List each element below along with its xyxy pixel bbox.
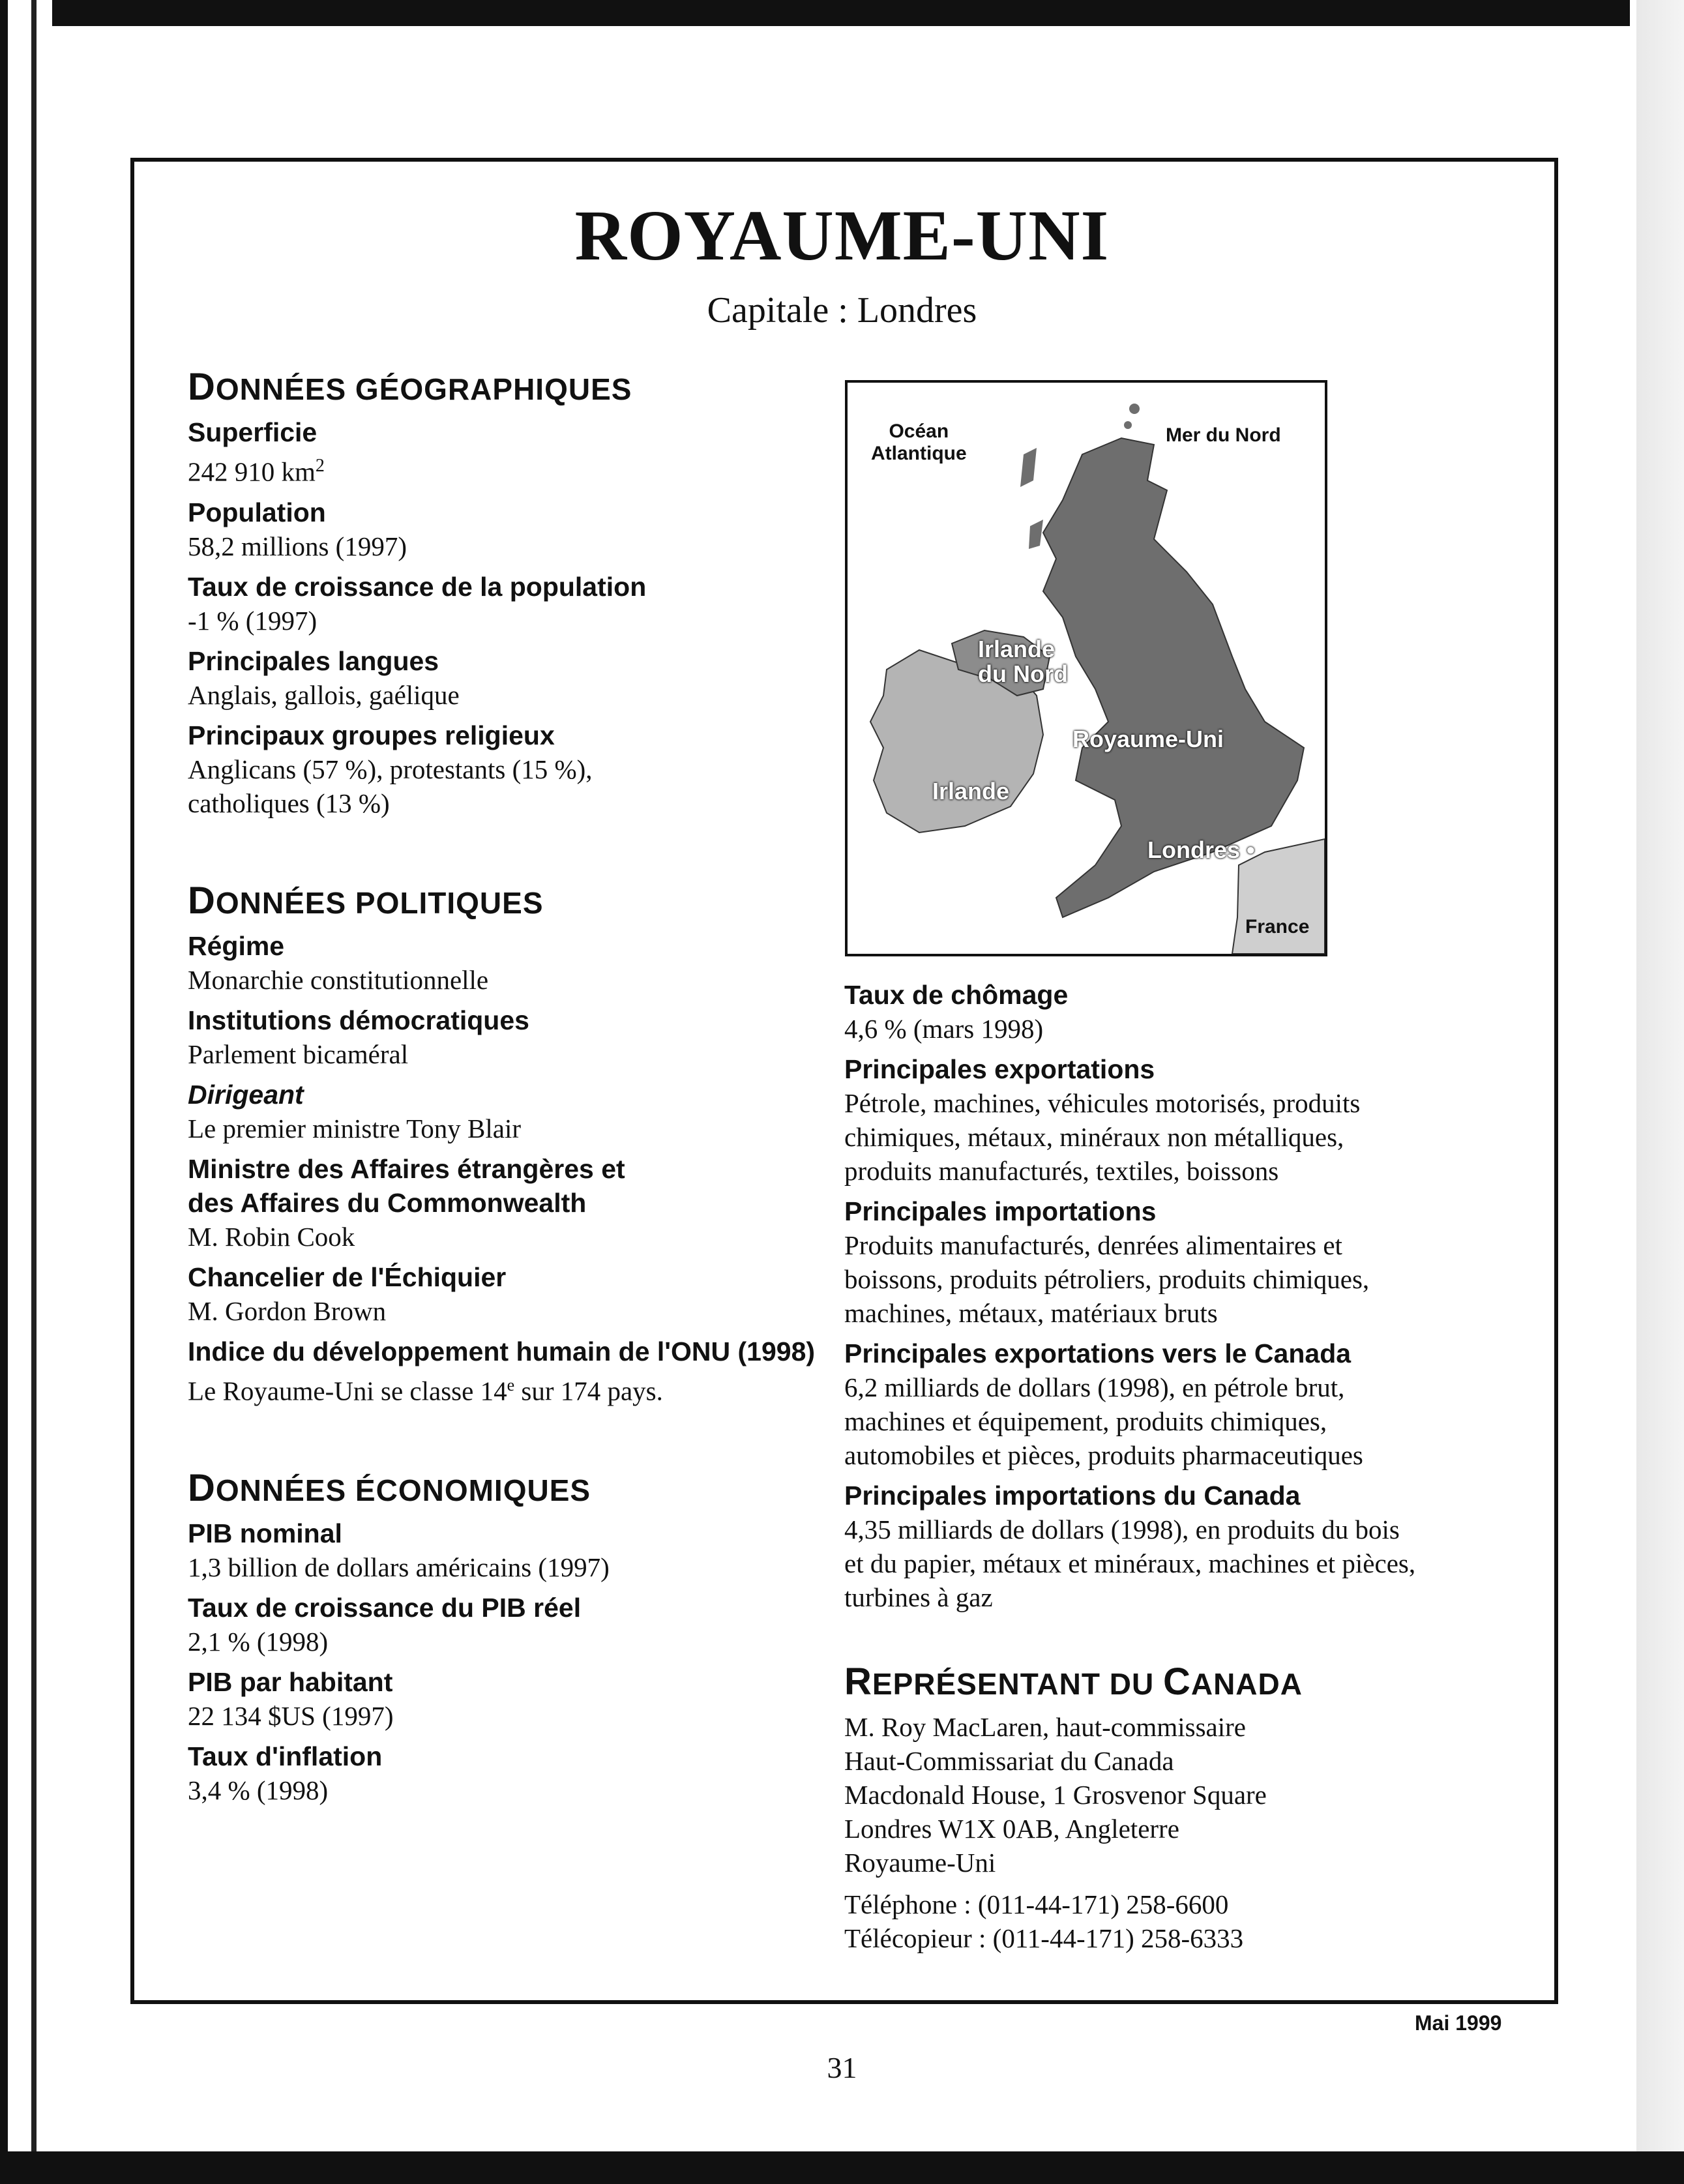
- pib-croissance-label: Taux de croissance du PIB réel: [188, 1593, 582, 1623]
- export-canada-label: Principales exportations vers le Canada: [844, 1338, 1352, 1368]
- import-canada-value-2: et du papier, métaux et minéraux, machines et pièces,: [844, 1548, 1416, 1578]
- island-orkney: [1124, 421, 1132, 429]
- island-hebrides: [1020, 448, 1037, 487]
- economy-heading: DONNÉES ÉCONOMIQUES: [188, 1467, 591, 1510]
- exportations-value-3: produits manufacturés, textiles, boissons: [844, 1156, 1279, 1186]
- pib-label: PIB nominal: [188, 1518, 342, 1549]
- exportations-label: Principales exportations: [844, 1054, 1155, 1084]
- regime-label: Régime: [188, 930, 285, 961]
- page-number: 31: [827, 2051, 857, 2084]
- capital-line: Capitale : Londres: [707, 290, 977, 331]
- inflation-value: 3,4 % (1998): [188, 1775, 329, 1806]
- pib-habitant-label: PIB par habitant: [188, 1667, 393, 1698]
- export-canada-value-3: automobiles et pièces, produits pharmaceutiques: [844, 1440, 1363, 1470]
- import-canada-label: Principales importations du Canada: [844, 1481, 1301, 1511]
- import-canada-value-3: turbines à gaz: [844, 1582, 993, 1612]
- religions-label: Principaux groupes religieux: [188, 720, 555, 750]
- dirigeant-value: Le premier ministre Tony Blair: [188, 1113, 522, 1144]
- institutions-label: Institutions démocratiques: [188, 1005, 529, 1035]
- representative-line-5: Royaume-Uni: [844, 1848, 996, 1878]
- map-drawing: [848, 383, 1325, 954]
- map-label-irlande: Irlande: [932, 778, 1010, 804]
- export-canada-value-2: machines et équipement, produits chimiques,: [844, 1406, 1327, 1436]
- geo-heading: DONNÉES GÉOGRAPHIQUES: [188, 366, 632, 408]
- uk-map: [845, 380, 1327, 956]
- importations-label: Principales importations: [844, 1196, 1157, 1226]
- importations-value-1: Produits manufacturés, denrées alimentaires et: [844, 1230, 1342, 1260]
- map-label-mer-du-nord: Mer du Nord: [1166, 424, 1281, 446]
- scan-edge-top: [0, 0, 1684, 26]
- right-column: [844, 971, 1522, 1955]
- representative-line-3: Macdonald House, 1 Grosvenor Square: [844, 1780, 1267, 1810]
- pib-habitant-value: 22 134 $US (1997): [188, 1701, 394, 1732]
- regime-value: Monarchie constitutionnelle: [188, 964, 489, 995]
- footer-date: Mai 1999: [1415, 2011, 1502, 2035]
- pib-value: 1,3 billion de dollars américains (1997): [188, 1552, 610, 1583]
- population-value: 58,2 millions (1997): [188, 531, 407, 561]
- idh-label: Indice du développement humain de l'ONU (1998): [188, 1336, 816, 1366]
- religions-value-1: Anglicans (57 %), protestants (15 %),: [188, 754, 593, 784]
- island-shetland: [1129, 404, 1140, 414]
- chancelier-value: M. Gordon Brown: [188, 1295, 387, 1326]
- superficie-value: 242 910 $km^2$: [188, 456, 325, 487]
- institutions-value: Parlement bicaméral: [188, 1039, 409, 1069]
- representative-heading: REPRÉSENTANT DU CANADA: [844, 1660, 1303, 1703]
- croissance-label: Taux de croissance de la population: [188, 571, 647, 602]
- importations-value-3: machines, métaux, matériaux bruts: [844, 1298, 1218, 1328]
- import-canada-value-1: 4,35 milliards de dollars (1998), en produits du bois: [844, 1514, 1400, 1544]
- page-title: ROYAUME-UNI: [574, 196, 1110, 275]
- island-western: [1029, 520, 1043, 549]
- langues-label: Principales langues: [188, 645, 439, 676]
- representative-line-1: M. Roy MacLaren, haut-commissaire: [844, 1712, 1246, 1742]
- representative-fax: Télécopieur : (011-44-171) 258-6333: [844, 1923, 1244, 1953]
- religions-value-2: catholiques (13 %): [188, 788, 390, 818]
- pib-croissance-value: 2,1 % (1998): [188, 1627, 329, 1657]
- superficie-label: Superficie: [188, 417, 318, 447]
- scan-edge-bottom: [0, 2151, 1684, 2184]
- map-label-royaume-uni: Royaume-Uni: [1072, 726, 1224, 752]
- map-label-irlande-du-nord: Irlande du Nord: [978, 636, 1068, 687]
- export-canada-value-1: 6,2 milliards de dollars (1998), en pétrole brut,: [844, 1372, 1345, 1402]
- importations-value-2: boissons, produits pétroliers, produits chimiques,: [844, 1264, 1370, 1294]
- dirigeant-label: Dirigeant: [188, 1079, 304, 1110]
- map-label-londres: Londres •: [1147, 836, 1255, 863]
- exportations-value-1: Pétrole, machines, véhicules motorisés, produits: [844, 1088, 1361, 1118]
- langues-value: Anglais, gallois, gaélique: [188, 679, 460, 710]
- ministre-label-1: Ministre des Affaires étrangères et: [188, 1153, 625, 1184]
- chomage-value: 4,6 % (mars 1998): [844, 1014, 1044, 1044]
- inflation-label: Taux d'inflation: [188, 1741, 383, 1772]
- population-label: Population: [188, 497, 326, 527]
- ministre-label-2: des Affaires du Commonwealth: [188, 1187, 587, 1218]
- idh-value: Le Royaume-Uni se classe 14e sur 174 pays.: [188, 1375, 663, 1406]
- politics-heading: DONNÉES POLITIQUES: [188, 879, 544, 922]
- chancelier-label: Chancelier de l'Échiquier: [188, 1262, 507, 1292]
- map-label-ocean: Océan Atlantique: [871, 421, 967, 464]
- representative-line-4: Londres W1X 0AB, Angleterre: [844, 1814, 1179, 1844]
- croissance-value: -1 % (1997): [188, 605, 318, 636]
- representative-line-2: Haut-Commissariat du Canada: [844, 1746, 1174, 1776]
- exportations-value-2: chimiques, métaux, minéraux non métalliques,: [844, 1122, 1344, 1152]
- representative-phone: Téléphone : (011-44-171) 258-6600: [844, 1889, 1229, 1919]
- map-label-france: France: [1245, 916, 1310, 937]
- left-column: [188, 365, 840, 1807]
- chomage-label: Taux de chômage: [844, 980, 1069, 1010]
- ministre-value: M. Robin Cook: [188, 1221, 355, 1252]
